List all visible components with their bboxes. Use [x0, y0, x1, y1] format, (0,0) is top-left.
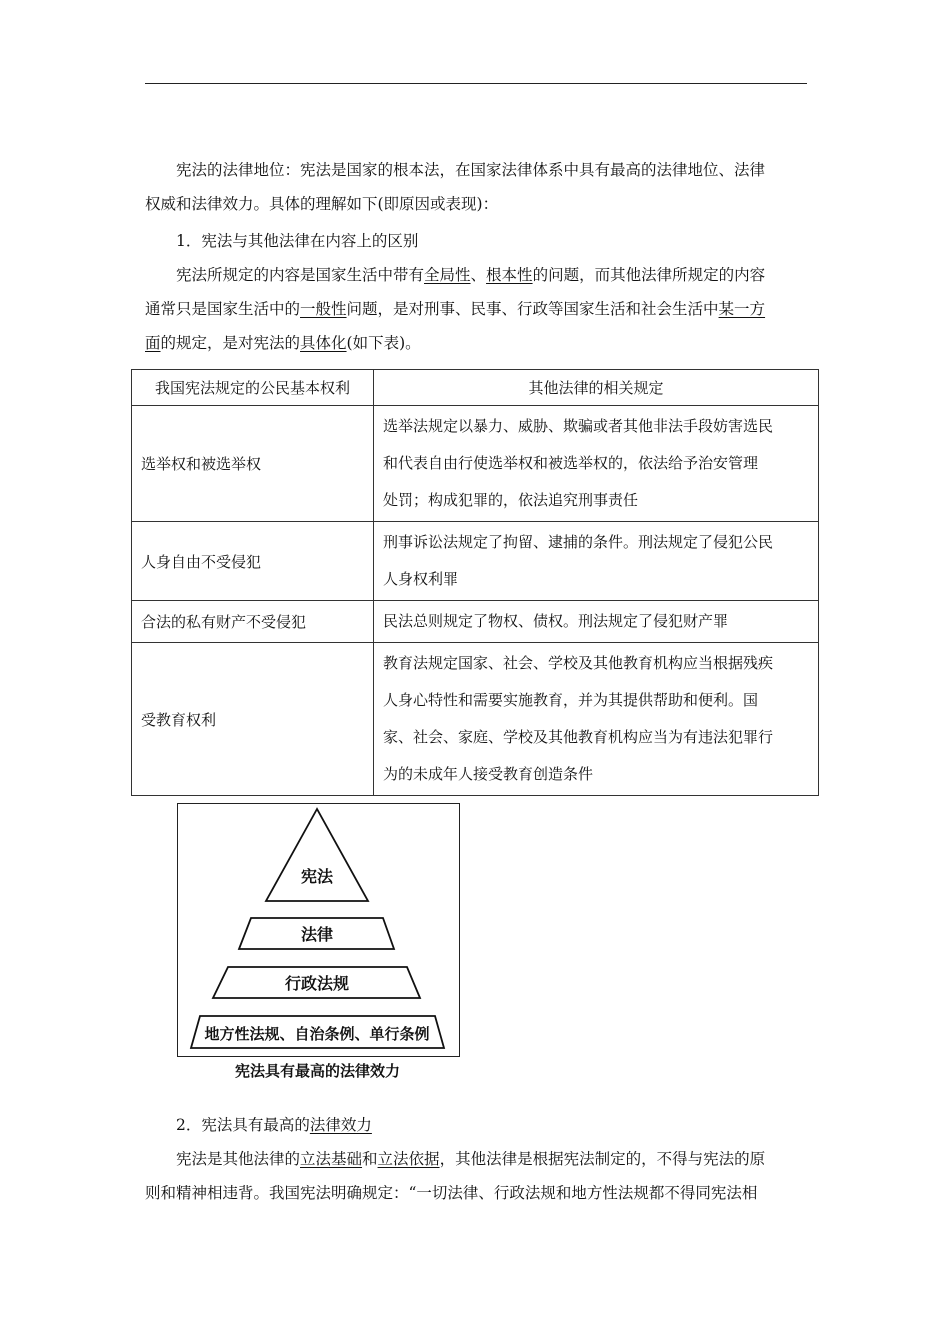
- pyramid-label: 法律: [300, 925, 334, 944]
- section1-heading: 1．宪法与其他法律在内容上的区别: [176, 232, 419, 250]
- section1-paragraph: 宪法所规定的内容是国家生活中带有全局性、根本性的问题，而其他法律所规定的内容 通常只是国家生活中的一般性问题，是对刑事、民事、行政等国家生活和社会生活中某一方 面的规定，是对宪法的具体化(如下表)。: [145, 266, 766, 352]
- legal-hierarchy-pyramid: [177, 803, 460, 1057]
- pyramid-label: 地方性法规、自治条例、单行条例: [204, 1025, 430, 1043]
- table-row: [132, 522, 819, 601]
- table-row: [132, 601, 819, 643]
- table-header-cell: 我国宪法规定的公民基本权利: [132, 370, 374, 406]
- pyramid-caption: 宪法具有最高的法律效力: [234, 1062, 400, 1080]
- law-cell: 刑事诉讼法规定了拘留、逮捕的条件。刑法规定了侵犯公民 人身权利罪: [374, 522, 819, 601]
- table-header-cell: 其他法律的相关规定: [374, 370, 819, 406]
- right-cell: 受教育权利: [132, 643, 374, 796]
- section2-heading: 2．宪法具有最高的法律效力: [176, 1116, 372, 1134]
- right-cell: 合法的私有财产不受侵犯: [132, 601, 374, 643]
- right-cell: 选举权和被选举权: [132, 406, 374, 522]
- section2-paragraph: 宪法是其他法律的立法基础和立法依据，其他法律是根据宪法制定的，不得与宪法的原 则和精神相违背。我国宪法明确规定：“一切法律、行政法规和地方性法规都不得同宪法相: [145, 1150, 766, 1202]
- table-row: [132, 643, 819, 796]
- right-cell: 人身自由不受侵犯: [132, 522, 374, 601]
- table-header-row: [132, 370, 819, 406]
- law-cell: 教育法规定国家、社会、学校及其他教育机构应当根据残疾 人身心特性和需要实施教育，并为其提供帮助和便利。国 家、社会、家庭、学校及其他教育机构应当为有违法犯罪行 为的未成年人接受教育创造条件: [374, 643, 819, 796]
- rights-table: [131, 369, 819, 796]
- table-row: [132, 406, 819, 522]
- intro-paragraph: 宪法的法律地位：宪法是国家的根本法，在国家法律体系中具有最高的法律地位、法律 权威和法律效力。具体的理解如下(即原因或表现)：: [145, 161, 766, 213]
- pyramid-top-triangle: [266, 809, 368, 901]
- law-cell: 民法总则规定了物权、债权。刑法规定了侵犯财产罪: [374, 601, 819, 643]
- pyramid-label: 宪法: [300, 867, 334, 886]
- pyramid-label: 行政法规: [284, 974, 350, 993]
- header-rule: [145, 83, 807, 84]
- law-cell: 选举法规定以暴力、威胁、欺骗或者其他非法手段妨害选民 和代表自由行使选举权和被选举权的，依法给予治安管理 处罚；构成犯罪的，依法追究刑事责任: [374, 406, 819, 522]
